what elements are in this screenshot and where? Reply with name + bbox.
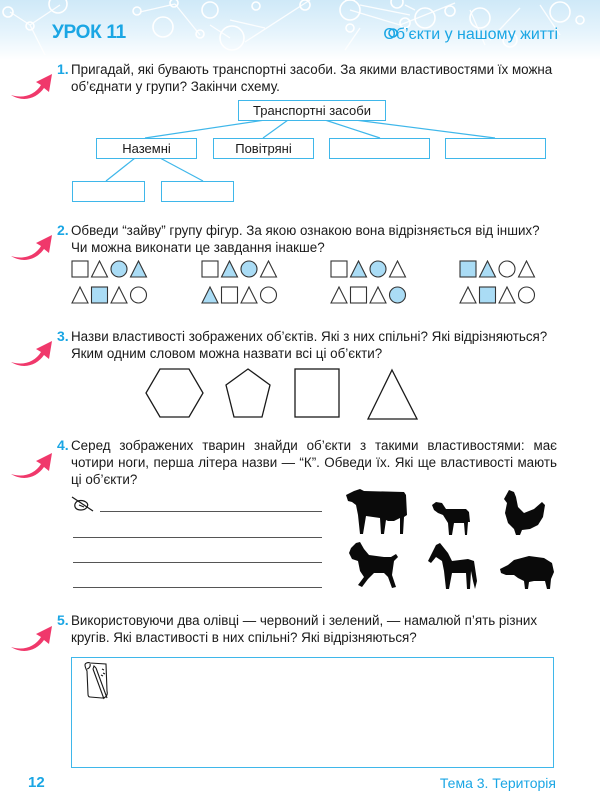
polygon-figures xyxy=(140,365,430,423)
diagram-box-air: Повітряні xyxy=(213,138,314,159)
lesson-topic: Об’єкти у нашому житті xyxy=(383,26,558,43)
pentagon-figure xyxy=(226,369,270,417)
hexagon-figure xyxy=(146,369,203,417)
white-square-shape xyxy=(331,261,347,277)
white-square-shape xyxy=(222,287,238,303)
task-4 xyxy=(57,437,557,488)
shape-group[interactable] xyxy=(330,260,410,306)
white-triangle-shape xyxy=(499,287,515,303)
task-number: 3. xyxy=(57,328,69,344)
task-text: Пригадай, які бувають транспортні засоби. За якими властивостями їх можна об’єднати у групи? Закінчи схему. xyxy=(71,62,553,94)
white-square-shape xyxy=(351,287,367,303)
drawing-area[interactable] xyxy=(71,657,554,768)
pig-icon xyxy=(500,556,554,589)
white-triangle-shape xyxy=(460,287,476,303)
square-figure xyxy=(295,369,339,417)
blue-circle-shape xyxy=(390,287,406,303)
goat-icon xyxy=(349,542,398,588)
answer-line[interactable] xyxy=(73,562,322,563)
white-triangle-shape xyxy=(519,261,535,277)
white-square-shape xyxy=(72,261,88,277)
blue-square-shape xyxy=(460,261,476,277)
blue-square-shape xyxy=(480,287,496,303)
blue-triangle-shape xyxy=(131,261,147,277)
blue-circle-shape xyxy=(241,261,257,277)
page-number: 12 xyxy=(28,774,45,791)
task-arrow-icon xyxy=(9,625,53,657)
shape-group[interactable] xyxy=(71,260,151,306)
horse-icon xyxy=(428,543,477,589)
white-circle-shape xyxy=(131,287,147,303)
task-number: 4. xyxy=(57,437,69,453)
answer-line[interactable] xyxy=(100,511,322,512)
task-number: 1. xyxy=(57,61,69,77)
diagram-empty-box[interactable] xyxy=(445,138,546,159)
diagram-box-ground: Наземні xyxy=(96,138,197,159)
blue-triangle-shape xyxy=(202,287,218,303)
white-triangle-shape xyxy=(92,261,108,277)
task-5 xyxy=(57,612,557,646)
task-arrow-icon xyxy=(9,234,53,266)
white-triangle-shape xyxy=(370,287,386,303)
white-triangle-shape xyxy=(390,261,406,277)
diagram-empty-box[interactable] xyxy=(329,138,430,159)
task-3 xyxy=(57,328,557,362)
white-circle-shape xyxy=(261,287,277,303)
task-number: 2. xyxy=(57,222,69,238)
task-number: 5. xyxy=(57,612,69,628)
white-triangle-shape xyxy=(241,287,257,303)
white-triangle-shape xyxy=(111,287,127,303)
white-triangle-shape xyxy=(261,261,277,277)
task-arrow-icon xyxy=(9,340,53,372)
writing-hand-icon xyxy=(71,495,97,515)
lesson-number: УРОК 11 xyxy=(52,22,126,43)
task-text: Використовуючи два олівці — червоний і зелений, — намалюй п’ять різних кругів. Які властивості в них спільні? Які відрізняються? xyxy=(71,613,538,645)
blue-circle-shape xyxy=(370,261,386,277)
animal-silhouettes xyxy=(344,485,558,593)
white-square-shape xyxy=(202,261,218,277)
blue-triangle-shape xyxy=(480,261,496,277)
blue-square-shape xyxy=(92,287,108,303)
calf-icon xyxy=(432,502,470,535)
white-circle-shape xyxy=(519,287,535,303)
blue-triangle-shape xyxy=(222,261,238,277)
white-triangle-shape xyxy=(72,287,88,303)
task-arrow-icon xyxy=(9,452,53,484)
answer-line[interactable] xyxy=(73,587,322,588)
blue-triangle-shape xyxy=(351,261,367,277)
shape-group[interactable] xyxy=(201,260,281,306)
shape-group[interactable] xyxy=(459,260,539,306)
diagram-root-box: Транспортні засоби xyxy=(238,100,386,121)
task-text: Назви властивості зображених об’єктів. Які з них спільні? Які відрізняються? Яким одним словом можна назвати всі ці об’єкти? xyxy=(71,329,548,361)
blue-circle-shape xyxy=(111,261,127,277)
answer-line[interactable] xyxy=(73,537,322,538)
diagram-empty-box[interactable] xyxy=(161,181,234,202)
scroll-pencil-icon xyxy=(82,661,112,703)
task-2 xyxy=(57,222,557,256)
white-triangle-shape xyxy=(331,287,347,303)
diagram-empty-box[interactable] xyxy=(72,181,145,202)
white-circle-shape xyxy=(499,261,515,277)
footer-theme: Тема 3. Територія xyxy=(439,775,556,791)
cow-icon xyxy=(346,489,407,534)
triangle-figure xyxy=(368,370,417,419)
task-text: Серед зображених тварин знайди об’єкти з такими властивостями: має чотири ноги, перша літера назви — “К”. Обведи їх. Які ще властивості мають ці об’єкти? xyxy=(71,438,557,487)
task-text: Обведи “зайву” групу фігур. За якою ознакою вона відрізняється від інших? Чи можна виконати це завдання інакше? xyxy=(71,223,540,255)
hen-icon xyxy=(504,490,545,535)
